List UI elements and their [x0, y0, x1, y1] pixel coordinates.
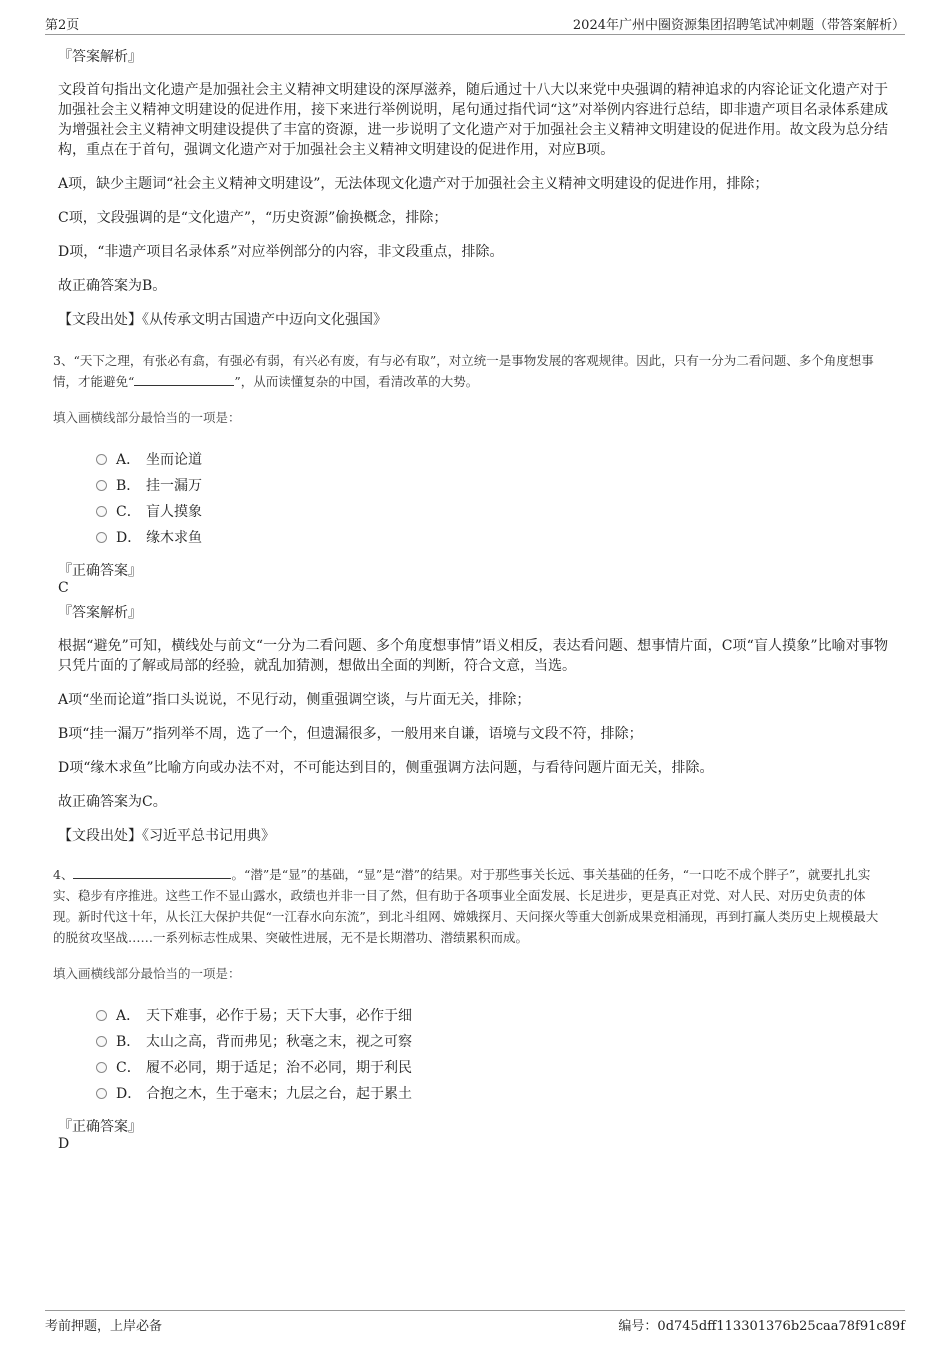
correct-answer-label: 『正确答案』: [58, 563, 142, 579]
analysis-paragraph: C项，文段强调的是“文化遗产”，“历史资源”偷换概念，排除；: [58, 210, 448, 226]
option-d[interactable]: [96, 524, 888, 550]
option-c[interactable]: [96, 498, 888, 524]
radio-icon[interactable]: [96, 506, 107, 517]
radio-icon[interactable]: [96, 1010, 107, 1021]
analysis-paragraph: 文段首句指出文化遗产是加强社会主义精神文明建设的深厚滋养，随后通过十八大以来党中央强调的精神追求的内容论证文化遗产对于加强社会主义精神文明建设的促进作用，接下来进行举例说明，尾句通过指代词“这”对举例内容进行总结，即非遗产项目名录体系建成为增强社会主义精神文明建设提供了丰富的资源，进一步说明了文化遗产对于加强社会主义精神文明建设的促进作用。故文段为总分结构，重点在于首句，强调文化遗产对于加强社会主义精神文明建设的促进作用，对应B项。: [58, 82, 888, 158]
option-a[interactable]: [96, 1002, 888, 1028]
analysis-paragraph: B项“挂一漏万”指列举不周，选了一个，但遗漏很多，一般用来自谦，语境与文段不符，排除；: [58, 726, 643, 742]
footer-slogan: 考前押题，上岸必备: [45, 1319, 163, 1334]
page-footer: [45, 1310, 905, 1335]
option-key: A．: [116, 452, 141, 468]
option-b[interactable]: [96, 1028, 888, 1054]
analysis-paragraph: D项“缘木求鱼”比喻方向或办法不对，不可能达到目的，侧重强调方法问题，与看待问题片面无关，排除。: [58, 760, 714, 776]
option-key: C．: [116, 504, 141, 520]
fill-instruction: 填入画横线部分最恰当的一项是：: [53, 410, 241, 425]
answer-conclusion: 故正确答案为C。: [58, 794, 167, 810]
analysis-paragraph: D项，“非遗产项目名录体系”对应举例部分的内容，非文段重点，排除。: [58, 244, 504, 260]
source-citation: 【文段出处】《习近平总书记用典》: [58, 828, 275, 844]
correct-answer: D: [58, 1136, 70, 1152]
question-3-options: [96, 446, 888, 550]
question-3-stem: [53, 350, 888, 392]
page-content: [53, 46, 888, 1158]
analysis-paragraph: A项，缺少主题词“社会主义精神文明建设”，无法体现文化遗产对于加强社会主义精神文明建设的促进作用，排除；: [58, 176, 769, 192]
option-text: 盲人摸象: [146, 504, 202, 520]
option-text: 天下难事，必作于易；天下大事，必作于细: [146, 1008, 412, 1024]
radio-icon[interactable]: [96, 1088, 107, 1099]
stem-text: ”，从而读懂复杂的中国，看清改革的大势。: [234, 374, 479, 389]
answer-conclusion: 故正确答案为B。: [58, 278, 167, 294]
radio-icon[interactable]: [96, 454, 107, 465]
radio-icon[interactable]: [96, 532, 107, 543]
analysis-label: 『答案解析』: [58, 49, 142, 65]
correct-answer-label: 『正确答案』: [58, 1119, 142, 1135]
option-b[interactable]: [96, 472, 888, 498]
option-key: B．: [116, 478, 141, 494]
option-c[interactable]: [96, 1054, 888, 1080]
radio-icon[interactable]: [96, 1036, 107, 1047]
option-key: D．: [116, 1086, 142, 1102]
fill-blank: [134, 373, 234, 386]
option-key: C．: [116, 1060, 141, 1076]
question-4-options: [96, 1002, 888, 1106]
page-header: [45, 14, 905, 35]
stem-text: 。“潜”是“显”的基础，“显”是“潜”的结果。对于那些事关长远、事关基础的任务，“一口吃不成个胖子”，就要扎扎实实、稳步有序推进。这些工作不显山露水，政绩也并非一目了然，但有助于各项事业全面发展、长足进步，更是真正对党、对人民、对历史负责的体现。新时代这十年，从长江大保护共促“一江春水向东流”，到北斗组网、嫦娥探月、天问探火等重大创新成果竞相涌现，再到打赢人类历史上规模最大的脱贫攻坚战……一系列标志性成果、突破性进展，无不是长期潜功、潜绩累积而成。: [53, 867, 879, 945]
stem-text: 4、: [53, 867, 74, 882]
fill-instruction: 填入画横线部分最恰当的一项是：: [53, 966, 241, 981]
option-text: 挂一漏万: [146, 478, 202, 494]
option-text: 履不必同，期于适足；治不必同，期于利民: [146, 1060, 412, 1076]
option-a[interactable]: [96, 446, 888, 472]
document-code: 编号：0d745dff113301376b25caa78f91c89f: [618, 1319, 905, 1334]
analysis-paragraph: A项“坐而论道”指口头说说，不见行动，侧重强调空谈，与片面无关，排除；: [58, 692, 531, 708]
option-key: B．: [116, 1034, 141, 1050]
option-d[interactable]: [96, 1080, 888, 1106]
analysis-paragraph: 根据“避免”可知，横线处与前文“一分为二看问题、多个角度想事情”语义相反，表达看问题、想事情片面，C项“盲人摸象”比喻对事物只凭片面的了解或局部的经验，就乱加猜测，想做出全面的判断，符合文意，当选。: [58, 638, 888, 674]
page-number: 第2页: [45, 18, 80, 33]
correct-answer: C: [58, 580, 69, 596]
radio-icon[interactable]: [96, 480, 107, 491]
stem-text: 3、“天下之理，有张必有翕，有强必有弱，有兴必有废，有与必有取”，对立统一是事物发展的客观规律。因此，只有一分为二看问题、多个角度想事情，才能避免“: [53, 353, 874, 389]
option-text: 缘木求鱼: [146, 530, 202, 546]
option-key: D．: [116, 530, 142, 546]
option-text: 坐而论道: [146, 452, 202, 468]
option-text: 合抱之木，生于毫末；九层之台，起于累土: [146, 1086, 412, 1102]
document-title: 2024年广州中圈资源集团招聘笔试冲刺题（带答案解析）: [572, 18, 905, 33]
question-4-stem: [53, 864, 888, 948]
option-key: A．: [116, 1008, 141, 1024]
fill-blank: [73, 866, 231, 879]
analysis-label: 『答案解析』: [58, 605, 142, 621]
radio-icon[interactable]: [96, 1062, 107, 1073]
option-text: 太山之高，背而弗见；秋毫之末，视之可察: [146, 1034, 412, 1050]
source-citation: 【文段出处】《从传承文明古国遗产中迈向文化强国》: [58, 312, 387, 328]
